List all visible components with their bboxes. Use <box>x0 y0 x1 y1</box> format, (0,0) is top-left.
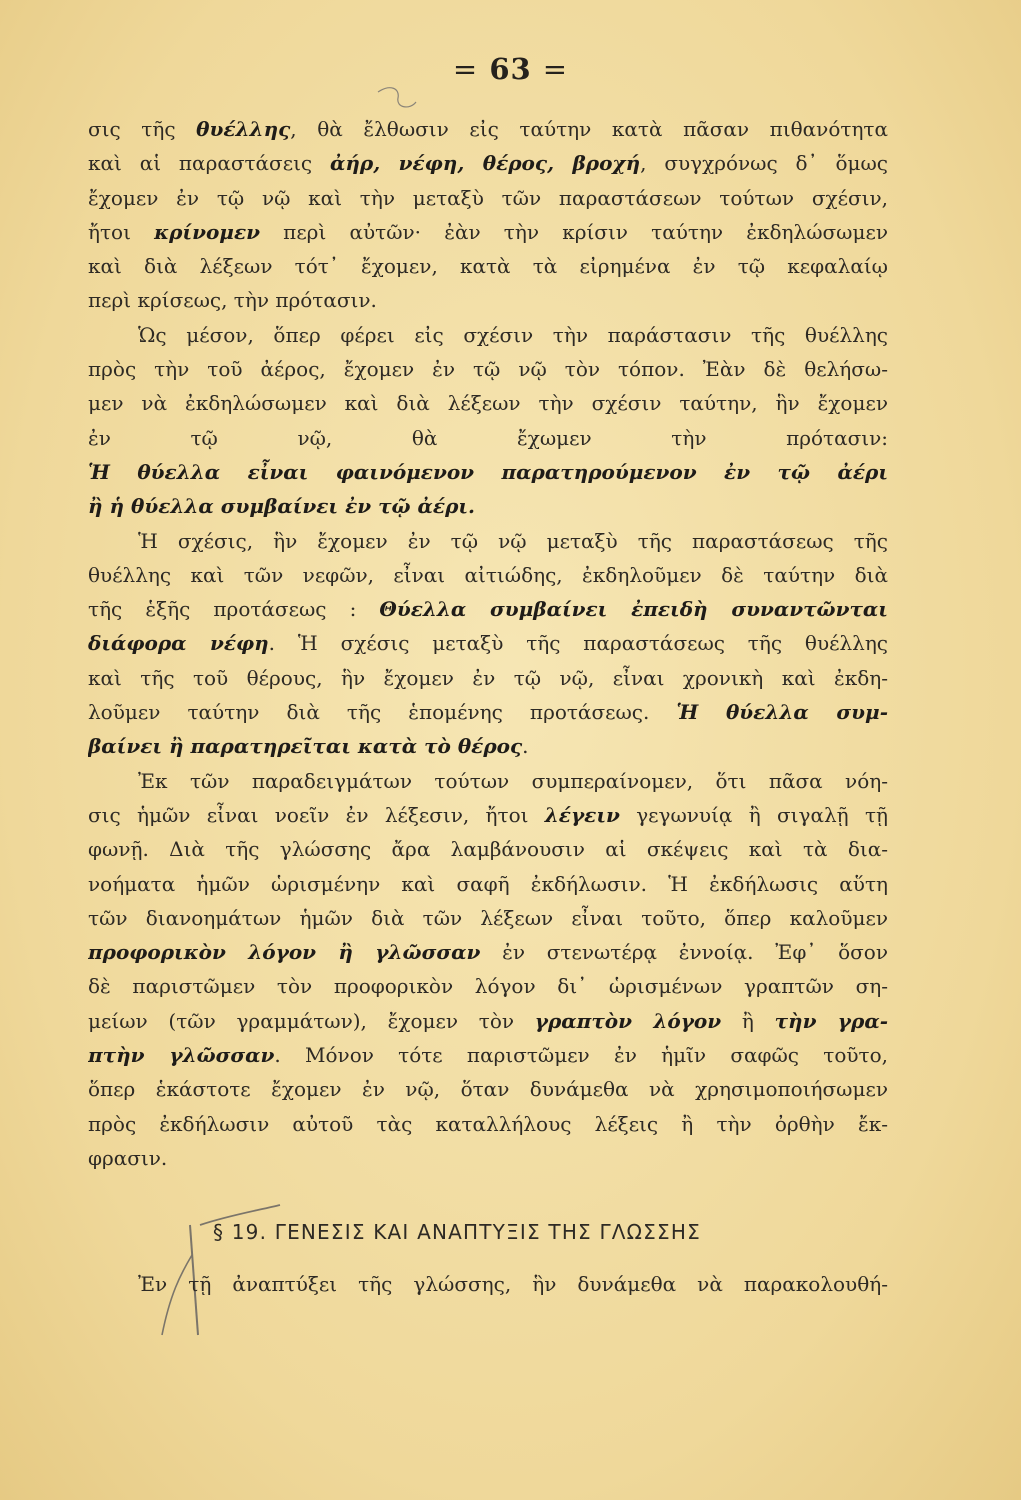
text-line <box>88 832 888 866</box>
emphasized-text: προφορικὸν λόγον ἢ γλῶσσαν <box>88 940 481 965</box>
text-line <box>88 421 888 455</box>
text-segment: καὶ τῆς τοῦ θέρους, ἣν ἔχομεν ἐν τῷ νῷ, εἶναι χρονικὴ καὶ ἐκδη- <box>88 665 888 690</box>
text-segment: τῶν διανοημάτων ἡμῶν διὰ τῶν λέξεων εἶναι τοῦτο, ὅπερ καλοῦμεν <box>88 905 888 930</box>
text-segment: Ἐκ τῶν παραδειγμάτων τούτων συμπεραίνομεν, ὅτι πᾶσα νόη- <box>138 768 888 793</box>
text-segment: ἐν τῷ νῷ, θὰ ἔχωμεν τὴν πρότασιν: <box>88 425 888 450</box>
text-segment: ἢ <box>721 1008 775 1033</box>
emphasized-text: διάφορα νέφη <box>88 631 269 656</box>
emphasized-text: τὴν γρα- <box>774 1008 888 1033</box>
text-segment: πρὸς τὴν τοῦ ἀέρος, ἔχομεν ἐν τῷ νῷ τὸν τόπον. Ἐὰν δὲ θελήσω- <box>88 357 888 382</box>
text-line <box>88 1072 888 1106</box>
text-segment: φρασιν. <box>88 1145 168 1170</box>
emphasized-text: ἢ ἡ θύελλα συμβαίνει ἐν τῷ ἀέρι. <box>88 494 476 519</box>
emphasized-text: βαίνει ἢ παρατηρεῖται κατὰ τὸ θέρος <box>88 734 523 759</box>
text-line <box>88 798 888 832</box>
text-segment: λοῦμεν ταύτην διὰ τῆς ἑπομένης προτάσεως. <box>88 700 677 725</box>
text-line <box>88 215 888 249</box>
text-line <box>88 318 888 352</box>
text-line <box>88 386 888 420</box>
text-segment: φωνῇ. Διὰ τῆς γλώσσης ἄρα λαμβάνουσιν αἱ σκέψεις καὶ τὰ δια- <box>88 837 888 862</box>
emphasized-text: πτὴν γλῶσσαν <box>88 1043 275 1068</box>
emphasized-text: Ἡ θύελλα συμ- <box>676 700 888 725</box>
text-segment: δὲ παριστῶμεν τὸν προφορικὸν λόγον δι᾽ ὡρισμένων γραπτῶν ση- <box>88 974 888 999</box>
text-segment: , συγχρόνως δ᾽ ὅμως <box>640 151 888 176</box>
text-segment: ἐν στενωτέρᾳ ἐννοίᾳ. Ἐφ᾽ ὅσον <box>480 940 888 965</box>
text-segment: Ὡς μέσον, ὅπερ φέρει εἰς σχέσιν τὴν παράστασιν τῆς θυέλλης <box>138 322 888 347</box>
page-number-value: 63 <box>489 52 532 86</box>
text-line <box>88 764 888 798</box>
text-segment: νοήματα ἡμῶν ὡρισμένην καὶ σαφῆ ἐκδήλωσιν. Ἡ ἐκδήλωσις αὕτη <box>88 871 888 896</box>
section-heading: § 19. ΓΕΝΕΣΙΣ ΚΑΙ ΑΝΑΠΤΥΞΙΣ ΤΗΣ ΓΛΩΣΣΗΣ <box>213 1220 701 1245</box>
text-segment: , θὰ ἔλθωσιν εἰς ταύτην κατὰ πᾶσαν πιθανότητα <box>290 117 888 141</box>
text-segment: μείων (τῶν γραμμάτων), ἔχομεν τὸν <box>88 1008 535 1033</box>
page-number <box>0 52 1021 86</box>
text-segment: σις ἡμῶν εἶναι νοεῖν ἐν λέξεσιν, ἤτοι <box>88 802 545 827</box>
emphasized-text: θυέλλης <box>196 117 291 141</box>
text-line <box>88 146 888 180</box>
text-segment: Ἡ σχέσις, ἣν ἔχομεν ἐν τῷ νῷ μεταξὺ τῆς παραστάσεως τῆς <box>138 528 888 553</box>
text-line <box>88 1141 888 1175</box>
text-line <box>88 181 888 215</box>
text-line <box>88 935 888 969</box>
emphasized-text: ἀήρ, νέφη, θέρος, βροχή <box>329 151 641 176</box>
body-text <box>88 112 888 1302</box>
text-line <box>88 1107 888 1141</box>
section-first-line: Ἐν τῇ ἀναπτύξει τῆς γλώσσης, ἣν δυνάμεθα νὰ παρακολουθή- <box>138 1272 888 1297</box>
emphasized-text: Θύελλα συμβαίνει ἐπειδὴ συναντῶνται <box>379 597 888 622</box>
text-segment: καὶ διὰ λέξεων τότ᾽ ἔχομεν, κατὰ τὰ εἰρημένα ἐν τῷ κεφαλαίῳ <box>88 254 888 279</box>
text-segment: γεγωνυίᾳ ἢ σιγαλῇ τῇ <box>619 802 888 827</box>
text-segment: . Μόνον τότε παριστῶμεν ἐν ἡμῖν σαφῶς τοῦτο, <box>274 1043 888 1068</box>
emphasized-text: κρίνομεν <box>154 219 260 244</box>
text-line <box>88 969 888 1003</box>
text-segment: περὶ αὐτῶν· ἐὰν τὴν κρίσιν ταύτην ἐκδηλώσωμεν <box>259 219 888 244</box>
text-line <box>88 455 888 489</box>
text-line <box>88 112 888 146</box>
paragraph <box>88 764 888 1176</box>
text-segment: καὶ αἱ παραστάσεις <box>88 151 330 176</box>
text-line <box>88 489 888 523</box>
text-segment: περὶ κρίσεως, τὴν πρότασιν. <box>88 288 377 313</box>
emphasized-text: Ἡ θύελλα εἶναι φαινόμενον παρατηρούμενον ἐν τῷ ἀέρι <box>88 459 888 484</box>
text-line <box>88 524 888 558</box>
text-line <box>88 1038 888 1072</box>
text-line <box>88 661 888 695</box>
paragraph <box>88 524 888 764</box>
text-segment: ὅπερ ἑκάστοτε ἔχομεν ἐν νῷ, ὅταν δυνάμεθα νὰ χρησιμοποιήσωμεν <box>88 1077 888 1102</box>
text-line <box>88 283 888 317</box>
text-segment: πρὸς ἐκδήλωσιν αὐτοῦ τὰς καταλλήλους λέξεις ἢ τὴν ὀρθὴν ἔκ- <box>88 1111 888 1136</box>
text-segment: μεν νὰ ἐκδηλώσωμεν καὶ διὰ λέξεων τὴν σχέσιν ταύτην, ἣν ἔχομεν <box>88 391 888 416</box>
paragraph <box>88 112 888 318</box>
text-line <box>88 901 888 935</box>
text-segment: τῆς ἑξῆς προτάσεως : <box>88 597 380 622</box>
text-line <box>88 592 888 626</box>
page-number-rule-left: = <box>452 52 479 86</box>
text-segment: ἤτοι <box>88 219 155 244</box>
text-segment: . <box>522 734 529 759</box>
text-line <box>88 249 888 283</box>
text-segment: σις τῆς <box>88 117 197 141</box>
text-line <box>88 695 888 729</box>
text-line <box>88 1004 888 1038</box>
text-line <box>88 626 888 660</box>
text-segment: θυέλλης καὶ τῶν νεφῶν, εἶναι αἰτιώδης, ἐκδηλοῦμεν δὲ ταύτην διὰ <box>88 562 888 587</box>
text-line <box>88 352 888 386</box>
emphasized-text: γραπτὸν λόγον <box>534 1008 722 1033</box>
text-line <box>88 558 888 592</box>
emphasized-text: λέγειν <box>544 802 620 827</box>
page-number-rule-right: = <box>542 52 569 86</box>
text-segment: ἔχομεν ἐν τῷ νῷ καὶ τὴν μεταξὺ τῶν παραστάσεων τούτων σχέσιν, <box>88 185 888 210</box>
text-line <box>88 729 888 763</box>
text-line <box>88 867 888 901</box>
paragraph <box>88 318 888 524</box>
text-segment: . Ἡ σχέσις μεταξὺ τῆς παραστάσεως τῆς θυέλλης <box>268 631 888 656</box>
